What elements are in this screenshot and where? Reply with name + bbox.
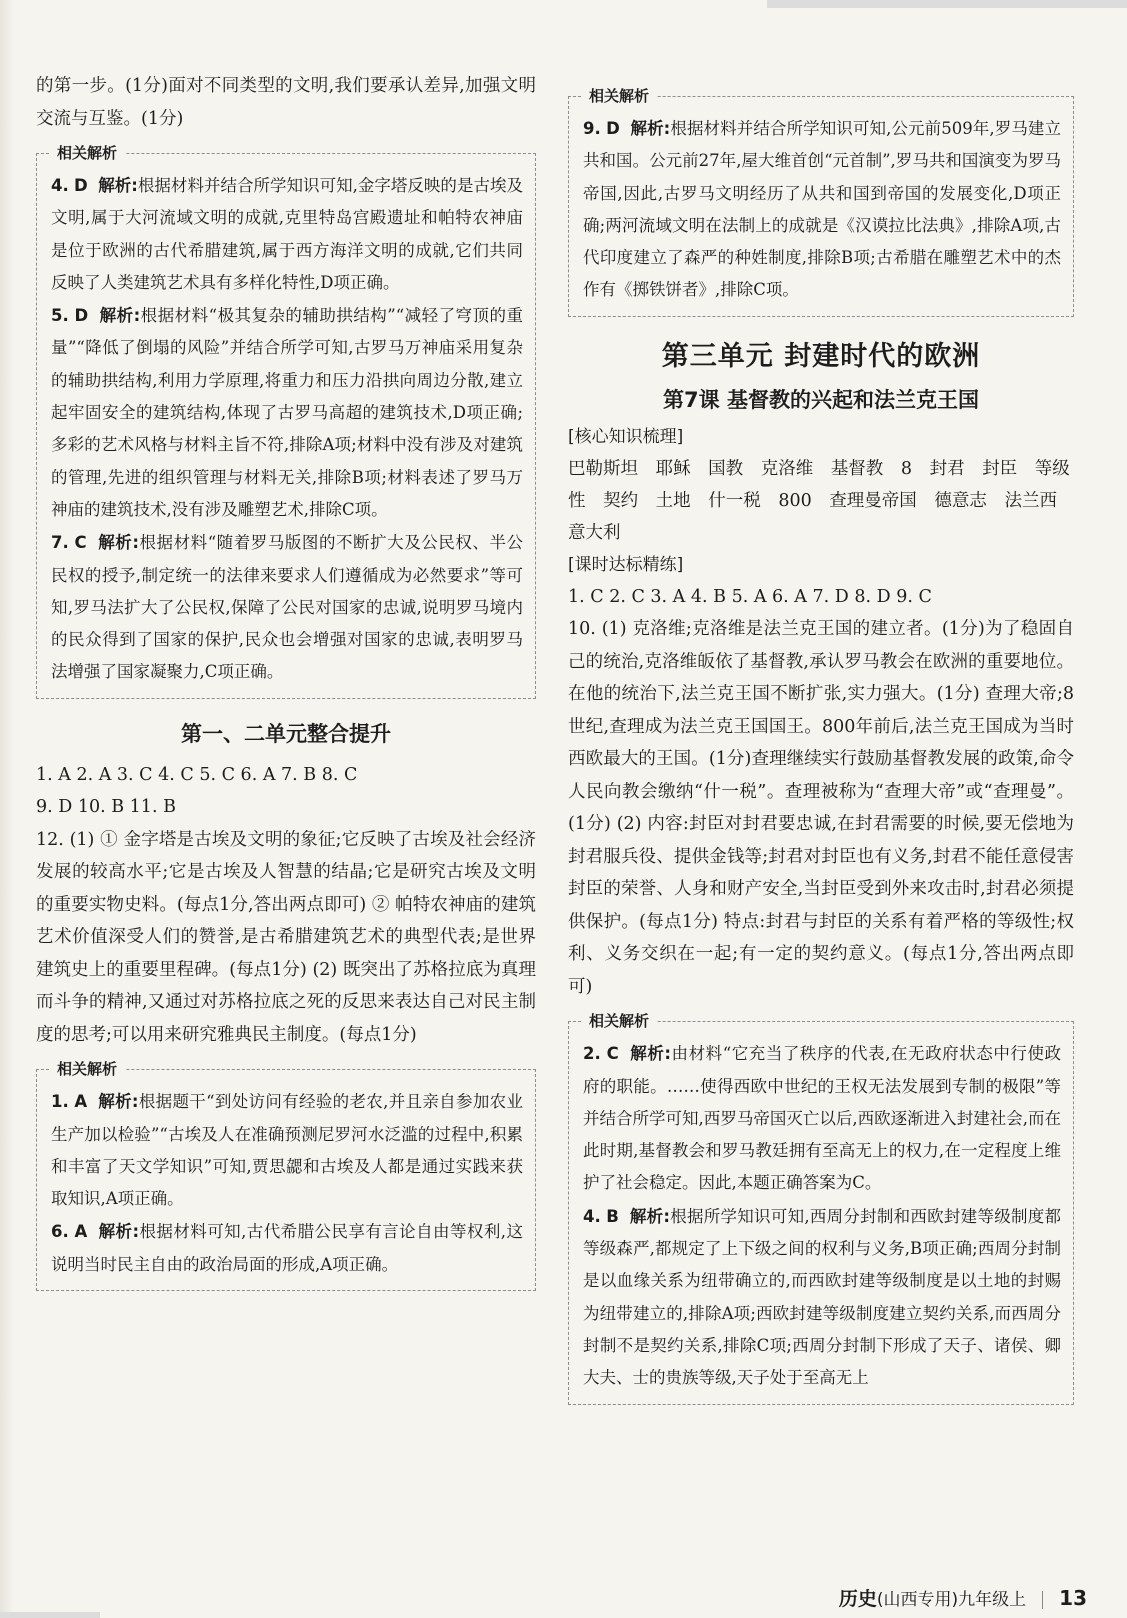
right-column xyxy=(568,26,1074,1425)
lesson-title: 第7课 基督教的兴起和法兰克王国 xyxy=(663,387,979,412)
analysis-box-1 xyxy=(36,144,536,699)
keyword: 土地 xyxy=(655,490,691,511)
answer-key-line: 1. A 2. A 3. C 4. C 5. C 6. A 7. B 8. C xyxy=(36,764,358,785)
keyword: 8 xyxy=(900,458,913,479)
answer-key-line: 9. D 10. B 11. B xyxy=(36,797,176,818)
analysis-box-title: 相关解析 xyxy=(581,1010,657,1032)
intro-text: 的第一步。(1分)面对不同类型的文明,我们要承认差异,加强文明交流与互鉴。(1分) xyxy=(36,76,536,129)
keyword: 查理曼帝国 xyxy=(829,490,917,511)
keyword: 契约 xyxy=(603,490,639,511)
keyword: 德意志 xyxy=(934,490,987,511)
unit-title: 第三单元 封建时代的欧洲 xyxy=(661,340,981,372)
keyword: 封臣 xyxy=(982,458,1018,479)
keyword: 800 xyxy=(778,490,812,511)
footer-subject: 历史 xyxy=(838,1588,877,1610)
page-footer xyxy=(839,1583,1087,1613)
keyword-list xyxy=(568,453,1074,549)
keyword: 耶稣 xyxy=(655,458,691,479)
question-12-answer: 12. (1) ① 金字塔是古埃及文明的象征;它反映了古埃及社会经济发展的较高水平;它是古埃及人智慧的结晶;它是研究古埃及文明的重要实物史料。(每点1分,答出两点即可) ② 帕特农神庙的建筑艺术价值深受人们的赞誉,是古希腊建筑艺术的典型代表;是世界建筑史上的重要里程碑。(每点1分) (2) 既突出了苏格拉底为真理而斗争的精神,又通过对苏格拉底之死的反思来表达自己对民主制度的思考;可以用来研究雅典民主制度。(每点1分) xyxy=(36,829,536,1045)
question-10-answer: 10. (1) 克洛维;克洛维是法兰克王国的建立者。(1分)为了稳固自己的统治,克洛维皈依了基督教,承认罗马教会在欧洲的重要地位。在他的统治下,法兰克王国不断扩张,实力强大。(1分) 查理大帝;8世纪,查理成为法兰克王国国王。800年前后,法兰克王国成为当时西欧最大的王国。(1分)查理继续实行鼓励基督教发展的政策,命令人民向教会缴纳“什一税”。查理被称为“查理大帝”或“查理曼”。(1分) (2) 内容:封臣对封君要忠诚,在封君需要的时候,要无偿地为封君服兵役、提供金钱等;封君对封臣也有义务,封君不能任意侵害封臣的荣誉、人身和财产安全,当封臣受到外来攻击时,封君必须提供保护。(每点1分) 特点:封君与封臣的关系有着严格的等级性;权利、义务交织在一起;有一定的契约意义。(每点1分,答出两点即可) xyxy=(568,619,1074,997)
page-gutter xyxy=(0,0,14,1618)
analysis-item: 5. D 解析:根据材料“极其复杂的辅助拱结构”“减轻了穹顶的重量”“降低了倒塌的风险”并结合所学可知,古罗马万神庙采用复杂的辅助拱结构,利用力学原理,将重力和压力沿拱向周边分散,建立起牢固安全的建筑结构,体现了古罗马高超的建筑技术,D项正确;多彩的艺术风格与材料主旨不符,排除A项;材料中没有涉及对建筑的管理,先进的组织管理与材料无关,排除B项;材料表述了罗马万神庙的建筑技术,没有涉及雕塑艺术,排除C项。 xyxy=(51,306,523,519)
analysis-box-title: 相关解析 xyxy=(49,1058,125,1080)
core-knowledge-label: [ 核心知识梳理 ] xyxy=(568,423,683,451)
analysis-item: 1. A 解析:根据题干“到处访问有经验的老农,并且亲自参加农业生产加以检验”“古埃及人在准确预测尼罗河水泛滥的过程中,积累和丰富了天文学知识”可知,贾思勰和古埃及人都是通过实践来获取知识,A项正确。 xyxy=(51,1092,523,1209)
left-column xyxy=(36,70,536,1311)
analysis-item: 6. A 解析:根据材料可知,古代希腊公民享有言论自由等权利,这说明当时民主自由的政治局面的形成,A项正确。 xyxy=(51,1222,523,1274)
footer-edition: (山西专用) xyxy=(876,1590,959,1610)
keyword: 法兰西 xyxy=(1004,490,1057,511)
footer-grade: 九年级上 xyxy=(958,1590,1027,1610)
keyword: 意大利 xyxy=(568,522,621,543)
analysis-item: 4. D 解析:根据材料并结合所学知识可知,金字塔反映的是古埃及文明,属于大河流域文明的成就,克里特岛宫殿遗址和帕特农神庙是位于欧洲的古代希腊建筑,属于西方海洋文明的成就,它们共同反映了人类建筑艺术具有多样化特性,D项正确。 xyxy=(51,176,523,292)
analysis-item: 2. C 解析:由材料“它充当了秩序的代表,在无政府状态中行使政府的职能。……使得西欧中世纪的王权无法发展到专制的极限”等并结合所学可知,西罗马帝国灭亡以后,西欧逐渐进入封建社会,而在此时期,基督教会和罗马教廷拥有至高无上的权力,在一定程度上维护了社会稳定。因此,本题正确答案为C。 xyxy=(583,1044,1061,1193)
analysis-item: 4. B 解析:根据所学知识可知,西周分封制和西欧封建等级制度都等级森严,都规定了上下级之间的权利与义务,B项正确;西周分封制是以血缘关系为纽带确立的,而西欧封建等级制度是以土地的封赐为纽带建立的,排除A项;西欧封建等级制度建立契约关系,而西周分封制不是契约关系,排除C项;西周分封制下形成了天子、诸侯、卿大夫、士的贵族等级,天子处于至高无上 xyxy=(583,1206,1061,1388)
analysis-item: 7. C 解析:根据材料“随着罗马版图的不断扩大及公民权、半公民权的授予,制定统一的法律来要求人们遵循成为必然要求”等可知,罗马法扩大了公民权,保障了公民对国家的忠诚,说明罗马境内的民众得到了国家的保护,民众也会增强对国家的忠诚,表明罗马法增强了国家凝聚力,C项正确。 xyxy=(51,533,523,682)
keyword: 基督教 xyxy=(830,458,884,479)
analysis-box-title: 相关解析 xyxy=(49,142,125,164)
keyword: 克洛维 xyxy=(760,458,814,479)
keyword: 巴勒斯坦 xyxy=(568,458,638,479)
analysis-item: 9. D 解析:根据材料并结合所学知识可知,公元前509年,罗马建立共和国。公元前27年,屋大维首创“元首制”,罗马共和国演变为罗马帝国,因此,古罗马文明经历了从共和国到帝国的发展变化,D项正确;两河流域文明在法制上的成就是《汉谟拉比法典》,排除A项,古代印度建立了森严的种姓制度,排除B项;古希腊在雕塑艺术中的杰作有《掷铁饼者》,排除C项。 xyxy=(583,119,1062,300)
footer-divider xyxy=(1042,1591,1043,1609)
analysis-box-2 xyxy=(36,1060,536,1291)
analysis-box-4 xyxy=(568,1012,1074,1404)
keyword: 国教 xyxy=(708,458,744,479)
answer-key-line: 1. C 2. C 3. A 4. B 5. A 6. A 7. D 8. D 9. C xyxy=(568,586,932,607)
analysis-box-3 xyxy=(568,87,1074,317)
analysis-box-title: 相关解析 xyxy=(581,85,657,107)
top-edge-bar xyxy=(767,0,1127,8)
keyword: 什一税 xyxy=(708,490,761,511)
page-number: 13 xyxy=(1059,1586,1087,1610)
bottom-edge-bar xyxy=(0,1612,100,1618)
section-title: 第一、二单元整合提升 xyxy=(181,721,391,746)
practice-label: [ 课时达标精练 ] xyxy=(568,551,683,579)
keyword: 等级性 xyxy=(568,458,1070,511)
keyword: 封君 xyxy=(929,458,965,479)
